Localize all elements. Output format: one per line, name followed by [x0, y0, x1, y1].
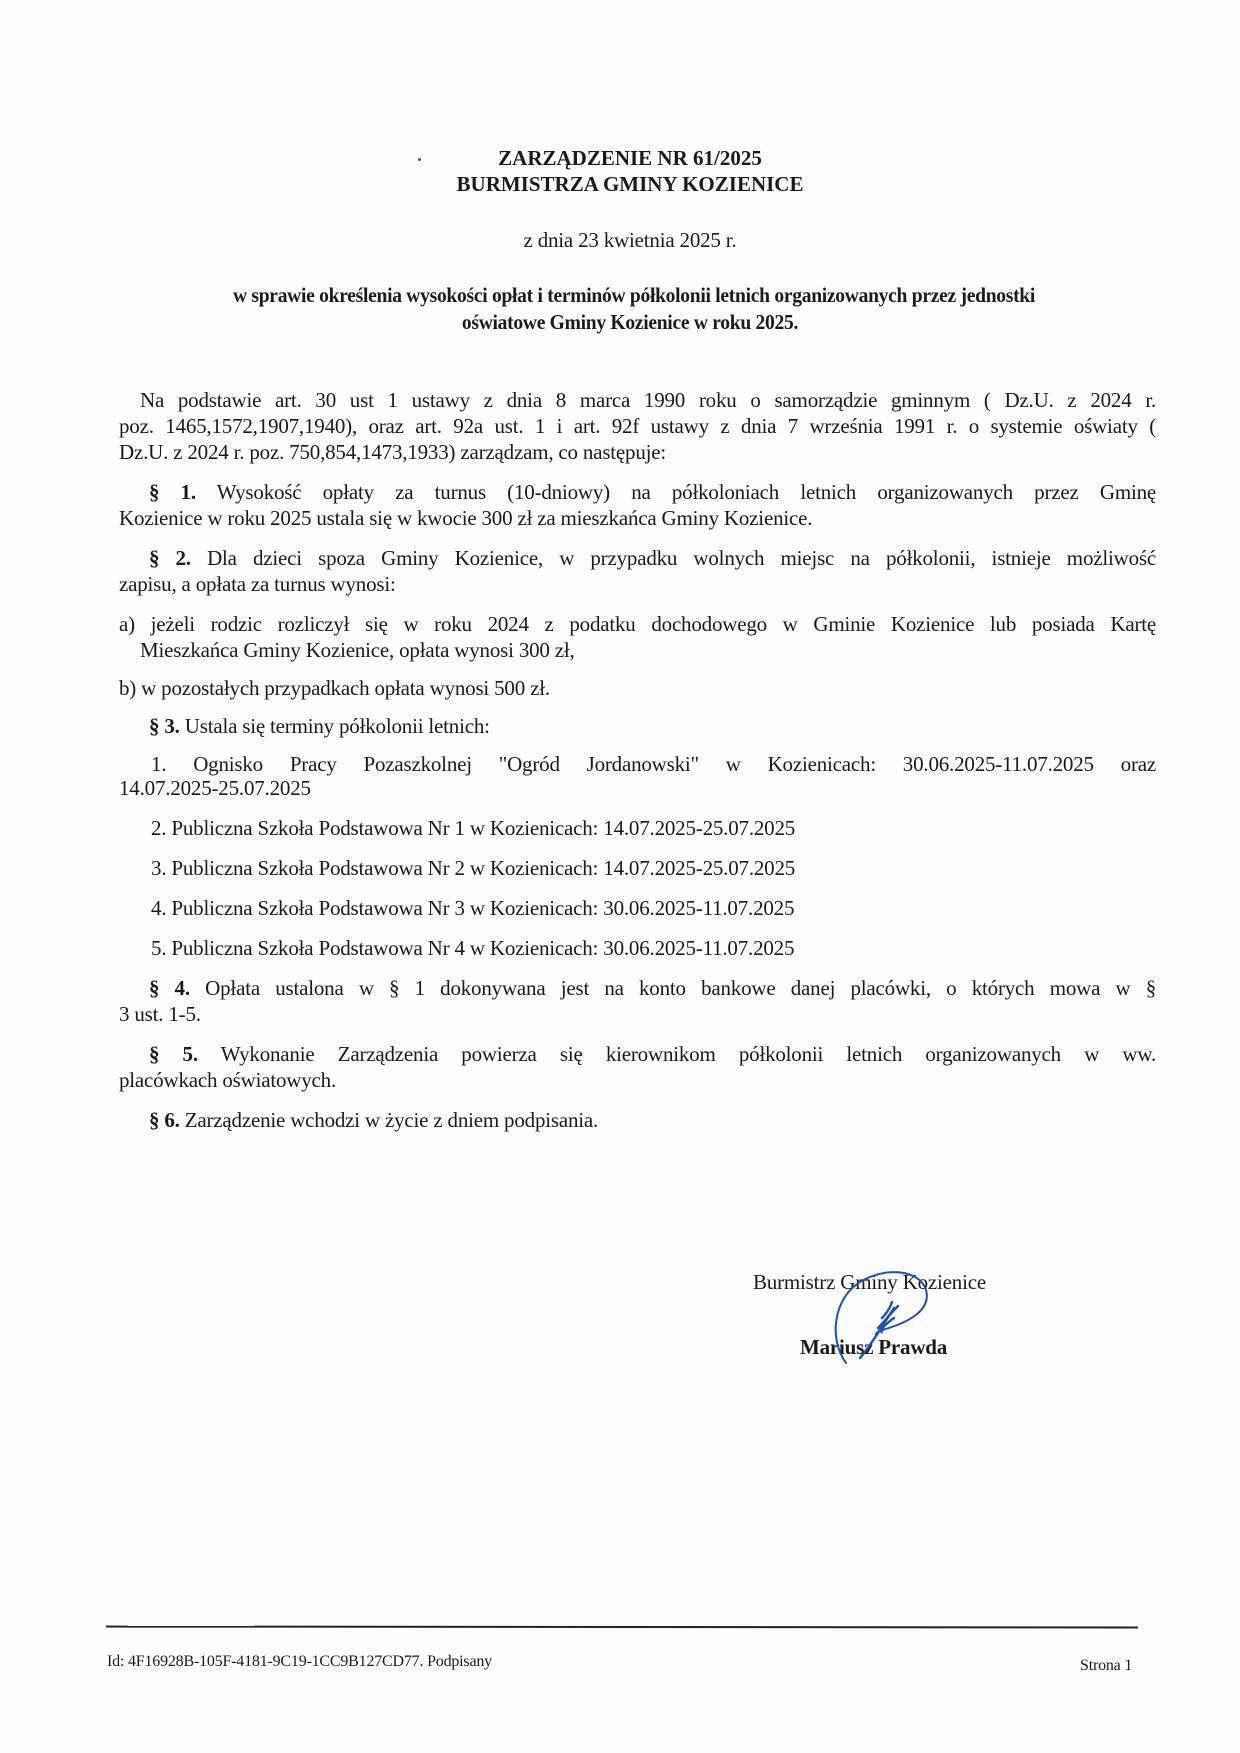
section-1-line-1: [149, 480, 1156, 504]
section-4-mark: § 4.: [149, 976, 190, 1000]
camp-item-5: 5. Publiczna Szkoła Podstawowa Nr 4 w Kozienicach: 30.06.2025-11.07.2025: [151, 936, 795, 960]
camp-item-1-line-2: 14.07.2025-25.07.2025: [119, 776, 311, 800]
document-id: Id: 4F16928B-105F-4181-9C19-1CC9B127CD77. Podpisany: [107, 1653, 492, 1670]
section-5-line-1: [149, 1042, 1156, 1066]
camp-item-3: 3. Publiczna Szkoła Podstawowa Nr 2 w Kozienicach: 14.07.2025-25.07.2025: [151, 856, 796, 880]
subject-line-1: w sprawie określenia wysokości opłat i terminów półkolonii letnich organizowanych przez jednostki: [232, 283, 1036, 307]
signatory-name: Mariusz Prawda: [800, 1335, 948, 1359]
preamble-line-1: Na podstawie art. 30 ust 1 ustawy z dnia 8 marca 1990 roku o samorządzie gminnym ( Dz.U. z 2024 r.: [140, 388, 1156, 412]
section-2-line-1: [149, 546, 1156, 570]
section-4-text: Opłata ustalona w § 1 dokonywana jest na konto bankowe danej placówki, o których mowa w §: [205, 976, 1157, 1000]
document-date: z dnia 23 kwietnia 2025 r.: [523, 228, 737, 252]
section-5-text: Wykonanie Zarządzenia powierza się kierownikom półkolonii letnich organizowanych w ww.: [220, 1042, 1157, 1066]
section-3-text: Ustala się terminy półkolonii letnich:: [184, 714, 490, 738]
footer-divider: [106, 1626, 1138, 1629]
document-title: ZARZĄDZENIE NR 61/2025: [498, 146, 762, 170]
section-2-text: Dla dzieci spoza Gminy Kozienice, w przypadku wolnych miejsc na półkolonii, istnieje możliwość: [207, 546, 1156, 570]
section-2-mark: § 2.: [149, 546, 191, 570]
section-5-mark: § 5.: [149, 1042, 198, 1066]
section-3-line: [149, 714, 490, 738]
section-1-text: Wysokość opłaty za turnus (10-dniowy) na półkoloniach letnich organizowanych przez Gminę: [216, 480, 1157, 504]
section-2-item-a-line-1: a) jeżeli rodzic rozliczył się w roku 2024 z podatku dochodowego w Gminie Kozienice lub posiada Kartę: [119, 612, 1156, 636]
section-1-line-2: Kozienice w roku 2025 ustala się w kwocie 300 zł za mieszkańca Gminy Kozienice.: [119, 506, 813, 530]
preamble-line-3: Dz.U. z 2024 r. poz. 750,854,1473,1933) zarządzam, co następuje:: [119, 440, 667, 464]
section-6-line: [149, 1108, 598, 1132]
section-2-line-2: zapisu, a opłata za turnus wynosi:: [119, 572, 396, 596]
signatory-role: Burmistrz Gminy Kozienice: [753, 1270, 986, 1294]
section-5-line-2: placówkach oświatowych.: [119, 1068, 336, 1092]
handwritten-signature: [820, 1268, 950, 1368]
camp-item-4: 4. Publiczna Szkoła Podstawowa Nr 3 w Kozienicach: 30.06.2025-11.07.2025: [151, 896, 795, 920]
preamble-line-2: poz. 1465,1572,1907,1940), oraz art. 92a ust. 1 i art. 92f ustawy z dnia 7 września 1991 r. o systemie oświaty (: [119, 414, 1156, 438]
section-2-item-b: b) w pozostałych przypadkach opłata wynosi 500 zł.: [119, 676, 550, 700]
subject-line-2: oświatowe Gminy Kozienice w roku 2025.: [461, 310, 799, 334]
section-4-line-1: [149, 976, 1156, 1000]
camp-item-1-line-1: 1. Ognisko Pracy Pozaszkolnej "Ogród Jordanowski" w Kozienicach: 30.06.2025-11.07.2025 oraz: [151, 752, 1156, 776]
section-4-line-2: 3 ust. 1-5.: [119, 1002, 201, 1026]
section-2-item-a-line-2: Mieszkańca Gminy Kozienice, opłata wynosi 300 zł,: [140, 638, 575, 662]
camp-item-2: 2. Publiczna Szkoła Podstawowa Nr 1 w Kozienicach: 14.07.2025-25.07.2025: [151, 816, 796, 840]
section-6-mark: § 6.: [149, 1108, 180, 1132]
section-6-text: Zarządzenie wchodzi w życie z dniem podpisania.: [184, 1108, 599, 1132]
document-issuer: BURMISTRZA GMINY KOZIENICE: [456, 172, 804, 196]
section-1-mark: § 1.: [149, 480, 196, 504]
section-3-mark: § 3.: [149, 714, 180, 738]
page-number: Strona 1: [1080, 1657, 1133, 1674]
